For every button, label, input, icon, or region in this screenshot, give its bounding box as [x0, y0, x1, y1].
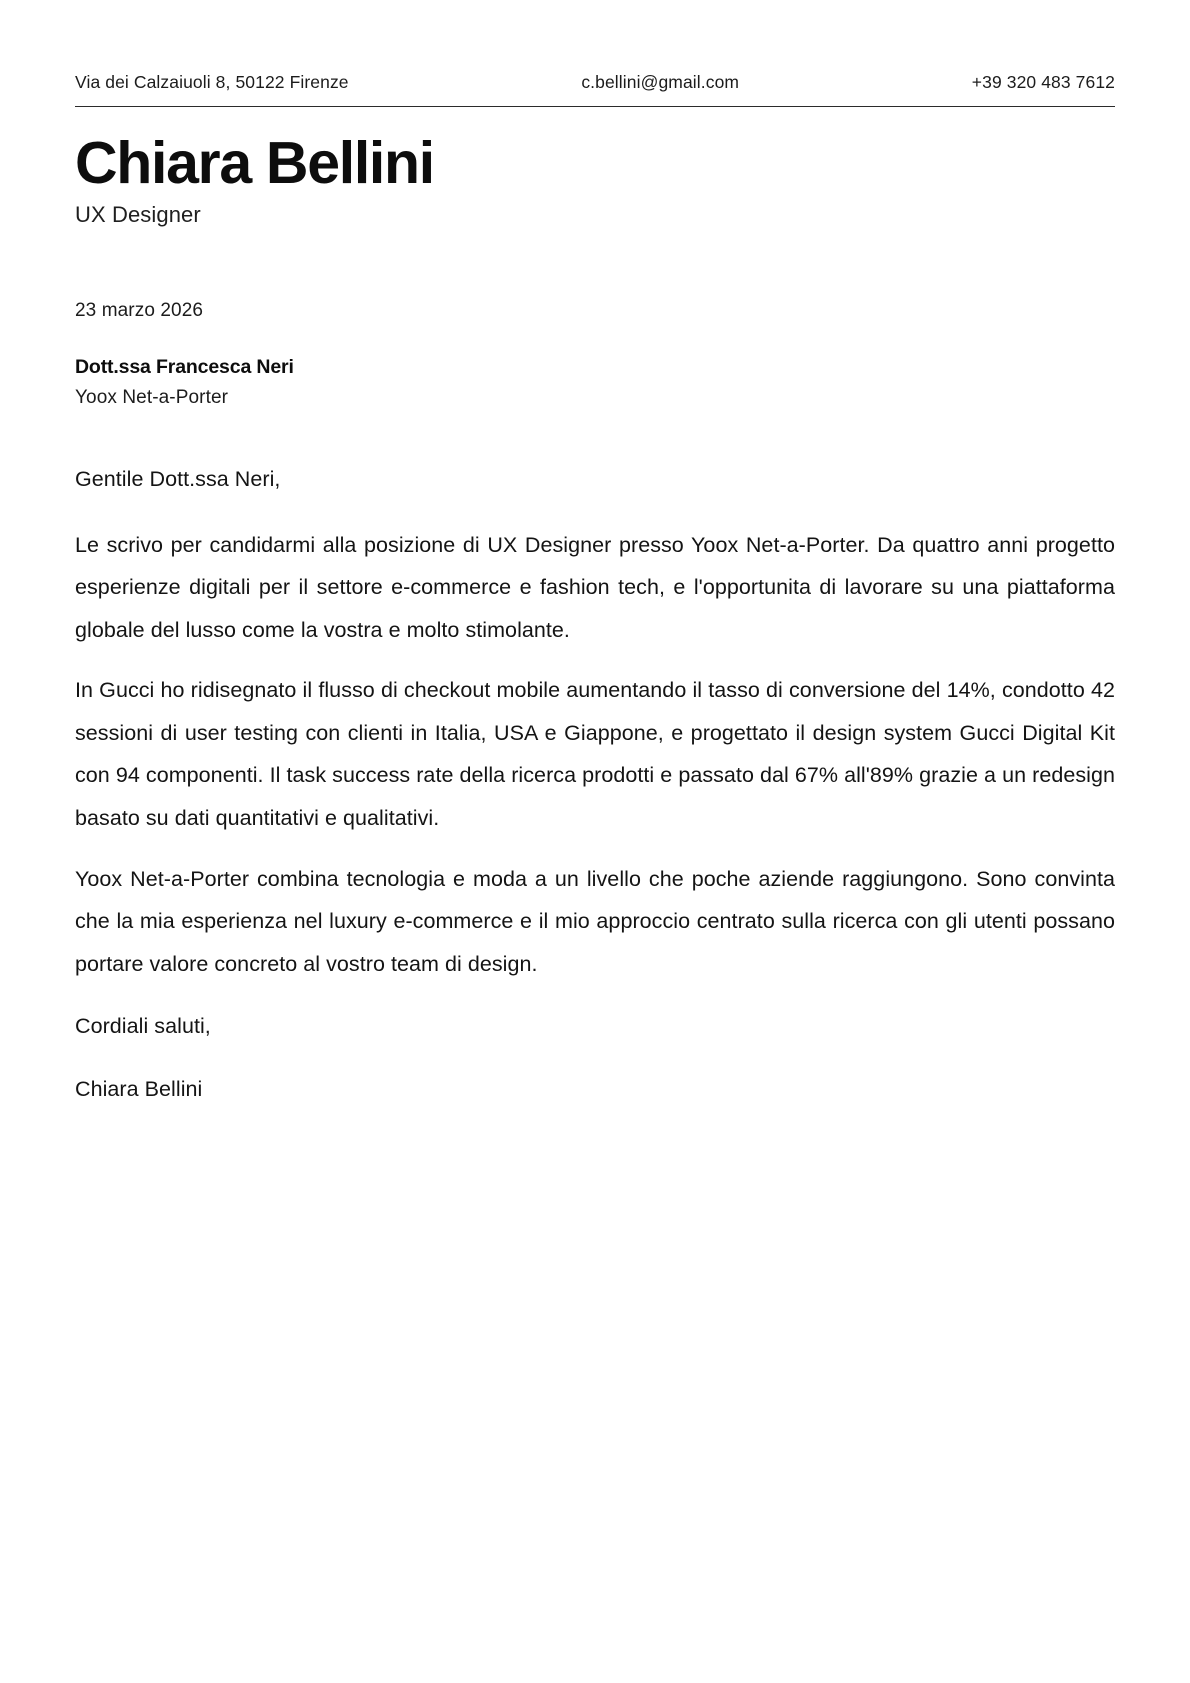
letter-body — [75, 463, 1115, 1106]
body-paragraph-3: Yoox Net-a-Porter combina tecnologia e moda a un livello che poche aziende raggiungono. Sono convinta che la mia esperienza nel luxury e-commerce e il mio approccio centrato sulla ricerca con gli utenti possano portare valore concreto al vostro team di design. — [75, 866, 1115, 976]
letter-date: 23 marzo 2026 — [75, 300, 204, 322]
contact-email: c.bellini@gmail.com — [581, 72, 740, 92]
applicant-role: UX Designer — [75, 202, 201, 228]
recipient-company: Yoox Net-a-Porter — [75, 387, 229, 409]
applicant-name: Chiara Bellini — [75, 130, 434, 196]
contact-header — [75, 72, 1115, 106]
contact-phone: +39 320 483 7612 — [971, 72, 1115, 92]
body-paragraph-1: Le scrivo per candidarmi alla posizione di UX Designer presso Yoox Net-a-Porter. Da quattro anni progetto esperienze digitali per il settore e-commerce e fashion tech, e l'opportunita di lavorare su una piattaforma globale del lusso come la vostra e molto stimolante. — [75, 532, 1115, 642]
closing-line: Cordiali saluti, — [75, 1014, 211, 1039]
header-divider — [75, 106, 1115, 107]
salutation: Gentile Dott.ssa Neri, — [75, 467, 281, 492]
recipient-name: Dott.ssa Francesca Neri — [75, 356, 294, 379]
signature-name: Chiara Bellini — [75, 1076, 203, 1101]
body-paragraph-2: In Gucci ho ridisegnato il flusso di checkout mobile aumentando il tasso di conversione del 14%, condotto 42 sessioni di user testing con clienti in Italia, USA e Giappone, e progettato il design system Gucci Digital Kit con 94 componenti. Il task success rate della ricerca prodotti e passato dal 67% all'89% grazie a un redesign basato su dati quantitativi e qualitativi. — [75, 678, 1115, 830]
recipient-block — [75, 356, 1115, 409]
contact-address: Via dei Calzaiuoli 8, 50122 Firenze — [75, 72, 349, 92]
